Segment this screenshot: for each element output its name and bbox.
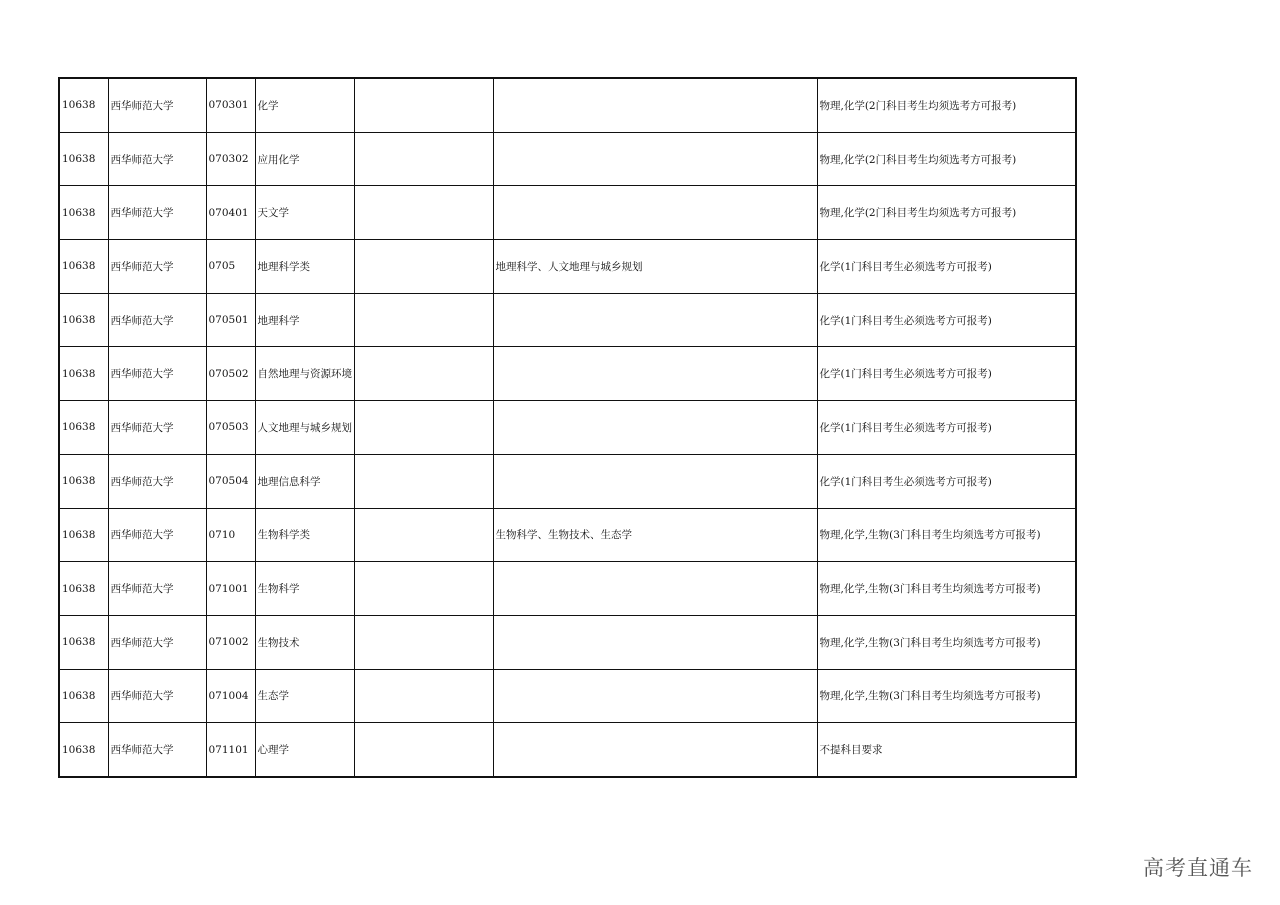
school-code-cell: 10638: [59, 508, 108, 562]
school-name-cell: 西华师范大学: [108, 454, 206, 508]
table-row: [59, 401, 1076, 455]
school-code-cell: 10638: [59, 723, 108, 777]
note-cell: [354, 508, 493, 562]
school-code-cell: 10638: [59, 669, 108, 723]
school-name-cell: 西华师范大学: [108, 132, 206, 186]
school-code-cell: 10638: [59, 347, 108, 401]
included-majors-cell: [493, 401, 817, 455]
included-majors-cell: [493, 669, 817, 723]
major-code-cell: 070401: [206, 186, 255, 240]
school-code-cell: 10638: [59, 78, 108, 132]
included-majors-cell: [493, 186, 817, 240]
included-majors-cell: [493, 293, 817, 347]
subject-requirement-cell: 化学(1门科目考生必须选考方可报考): [817, 454, 1076, 508]
school-code-cell: 10638: [59, 132, 108, 186]
major-name-cell: 天文学: [255, 186, 354, 240]
school-name-cell: 西华师范大学: [108, 240, 206, 294]
major-name-cell: 生物科学类: [255, 508, 354, 562]
school-name-cell: 西华师范大学: [108, 669, 206, 723]
major-code-cell: 070302: [206, 132, 255, 186]
note-cell: [354, 454, 493, 508]
major-code-cell: 0705: [206, 240, 255, 294]
school-name-cell: 西华师范大学: [108, 723, 206, 777]
subject-requirement-cell: 物理,化学,生物(3门科目考生均须选考方可报考): [817, 562, 1076, 616]
subject-requirement-cell: 物理,化学(2门科目考生均须选考方可报考): [817, 186, 1076, 240]
major-code-cell: 070502: [206, 347, 255, 401]
school-name-cell: 西华师范大学: [108, 293, 206, 347]
major-code-cell: 0710: [206, 508, 255, 562]
major-name-cell: 自然地理与资源环境: [255, 347, 354, 401]
major-name-cell: 应用化学: [255, 132, 354, 186]
major-code-cell: 071101: [206, 723, 255, 777]
note-cell: [354, 347, 493, 401]
table-row: [59, 240, 1076, 294]
school-code-cell: 10638: [59, 293, 108, 347]
major-code-cell: 070301: [206, 78, 255, 132]
major-name-cell: 生物科学: [255, 562, 354, 616]
note-cell: [354, 186, 493, 240]
included-majors-cell: [493, 562, 817, 616]
included-majors-cell: [493, 78, 817, 132]
table-row: [59, 508, 1076, 562]
note-cell: [354, 132, 493, 186]
included-majors-cell: [493, 723, 817, 777]
major-name-cell: 地理科学: [255, 293, 354, 347]
subject-requirement-cell: 物理,化学,生物(3门科目考生均须选考方可报考): [817, 508, 1076, 562]
school-code-cell: 10638: [59, 615, 108, 669]
school-name-cell: 西华师范大学: [108, 508, 206, 562]
watermark-text: 高考直通车: [1143, 856, 1253, 880]
note-cell: [354, 669, 493, 723]
major-code-cell: 071004: [206, 669, 255, 723]
subject-requirement-cell: 化学(1门科目考生必须选考方可报考): [817, 240, 1076, 294]
school-code-cell: 10638: [59, 454, 108, 508]
table-row: [59, 78, 1076, 132]
table-body: [59, 78, 1076, 777]
included-majors-cell: [493, 347, 817, 401]
included-majors-cell: 生物科学、生物技术、生态学: [493, 508, 817, 562]
major-code-cell: 071002: [206, 615, 255, 669]
major-code-cell: 070501: [206, 293, 255, 347]
subject-requirement-cell: 物理,化学,生物(3门科目考生均须选考方可报考): [817, 615, 1076, 669]
note-cell: [354, 293, 493, 347]
table-row: [59, 347, 1076, 401]
subject-requirement-cell: 物理,化学(2门科目考生均须选考方可报考): [817, 132, 1076, 186]
school-name-cell: 西华师范大学: [108, 78, 206, 132]
table-row: [59, 132, 1076, 186]
subject-requirements-table: [58, 77, 1077, 778]
table-row: [59, 454, 1076, 508]
major-code-cell: 070503: [206, 401, 255, 455]
subject-requirement-cell: 化学(1门科目考生必须选考方可报考): [817, 293, 1076, 347]
included-majors-cell: [493, 132, 817, 186]
major-code-cell: 070504: [206, 454, 255, 508]
major-name-cell: 生态学: [255, 669, 354, 723]
school-name-cell: 西华师范大学: [108, 186, 206, 240]
school-name-cell: 西华师范大学: [108, 562, 206, 616]
major-name-cell: 人文地理与城乡规划: [255, 401, 354, 455]
note-cell: [354, 401, 493, 455]
major-name-cell: 地理科学类: [255, 240, 354, 294]
table-row: [59, 186, 1076, 240]
table-row: [59, 293, 1076, 347]
table-row: [59, 723, 1076, 777]
school-code-cell: 10638: [59, 240, 108, 294]
major-name-cell: 地理信息科学: [255, 454, 354, 508]
note-cell: [354, 78, 493, 132]
table-row: [59, 562, 1076, 616]
note-cell: [354, 615, 493, 669]
subject-requirement-cell: 不提科目要求: [817, 723, 1076, 777]
subject-requirement-cell: 物理,化学(2门科目考生均须选考方可报考): [817, 78, 1076, 132]
school-name-cell: 西华师范大学: [108, 401, 206, 455]
school-code-cell: 10638: [59, 186, 108, 240]
school-name-cell: 西华师范大学: [108, 615, 206, 669]
subject-requirement-cell: 化学(1门科目考生必须选考方可报考): [817, 401, 1076, 455]
included-majors-cell: [493, 454, 817, 508]
major-name-cell: 心理学: [255, 723, 354, 777]
note-cell: [354, 240, 493, 294]
included-majors-cell: 地理科学、人文地理与城乡规划: [493, 240, 817, 294]
included-majors-cell: [493, 615, 817, 669]
subject-requirement-cell: 化学(1门科目考生必须选考方可报考): [817, 347, 1076, 401]
table-row: [59, 669, 1076, 723]
table-row: [59, 615, 1076, 669]
school-code-cell: 10638: [59, 562, 108, 616]
school-name-cell: 西华师范大学: [108, 347, 206, 401]
subject-requirement-cell: 物理,化学,生物(3门科目考生均须选考方可报考): [817, 669, 1076, 723]
major-code-cell: 071001: [206, 562, 255, 616]
major-name-cell: 化学: [255, 78, 354, 132]
major-name-cell: 生物技术: [255, 615, 354, 669]
note-cell: [354, 723, 493, 777]
note-cell: [354, 562, 493, 616]
school-code-cell: 10638: [59, 401, 108, 455]
